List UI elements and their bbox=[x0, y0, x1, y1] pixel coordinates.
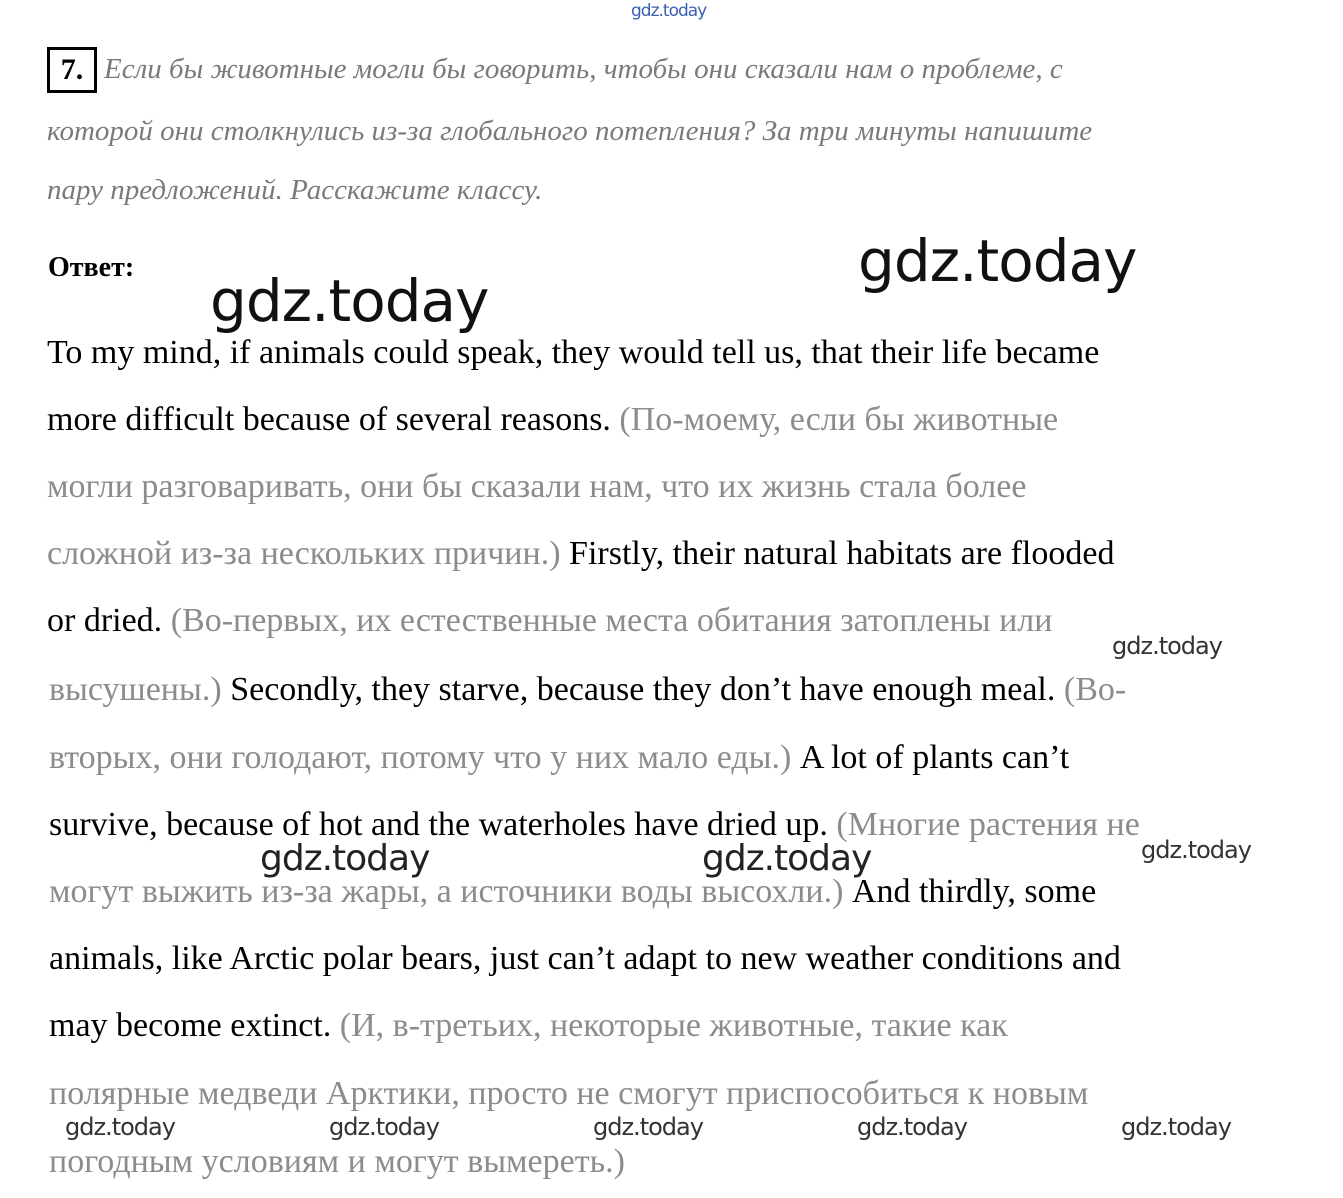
answer-line-1 bbox=[47, 336, 1099, 370]
task-text-line-1: Если бы животные могли бы говорить, чтобы они сказали нам о проблеме, с bbox=[104, 53, 1063, 85]
answer-en-text: more difficult because of several reasons. bbox=[47, 401, 611, 438]
answer-line-13 bbox=[49, 1145, 625, 1179]
answer-line-12 bbox=[49, 1077, 1088, 1111]
answer-en-text: or dried. bbox=[47, 602, 163, 639]
answer-ru-text: (По-моему, если бы животные bbox=[610, 401, 1059, 438]
task-text-line-2: которой они столкнулись из-за глобального потепления? За три минуты напишите bbox=[47, 115, 1093, 147]
answer-ru-text: (Во- bbox=[1055, 671, 1127, 708]
answer-ru-text: могли разговаривать, они бы сказали нам, что их жизнь стала более bbox=[47, 468, 1027, 505]
answer-line-10 bbox=[49, 942, 1121, 976]
answer-en-text: Secondly, they starve, because they don’t have enough meal. bbox=[221, 671, 1056, 708]
watermark-bottom-3: gdz.today bbox=[593, 1113, 703, 1141]
answer-en-text: To my mind, if animals could speak, they would tell us, that their life became bbox=[47, 334, 1100, 371]
watermark-small-right-2: gdz.today bbox=[1141, 836, 1251, 864]
answer-line-8 bbox=[49, 808, 1140, 842]
answer-ru-text: сложной из-за нескольких причин.) bbox=[47, 535, 561, 572]
watermark-small-right-1: gdz.today bbox=[1112, 632, 1222, 660]
answer-ru-text: погодным условиям и могут вымереть.) bbox=[49, 1143, 625, 1180]
answer-line-3 bbox=[47, 470, 1026, 504]
answer-en-text: animals, like Arctic polar bears, just can’t adapt to new weather conditions and bbox=[49, 940, 1121, 977]
answer-en-text: And thirdly, some bbox=[843, 873, 1097, 910]
answer-line-11 bbox=[49, 1009, 1008, 1043]
answer-line-7 bbox=[49, 741, 1069, 775]
answer-line-2 bbox=[47, 403, 1058, 437]
task-number: 7. bbox=[47, 47, 97, 93]
watermark-large-right: gdz.today bbox=[858, 227, 1137, 295]
watermark-bottom-1: gdz.today bbox=[65, 1113, 175, 1141]
answer-ru-text: (Во-первых, их естественные места обитания затоплены или bbox=[162, 602, 1053, 639]
answer-ru-text: полярные медведи Арктики, просто не смогут приспособиться к новым bbox=[49, 1075, 1089, 1112]
answer-ru-text: (И, в-третьих, некоторые животные, такие как bbox=[331, 1007, 1008, 1044]
watermark-mid-1: gdz.today bbox=[260, 838, 430, 879]
answer-en-text: survive, because of hot and the waterholes have dried up. bbox=[49, 806, 828, 843]
answer-line-6 bbox=[49, 673, 1126, 707]
watermark-bottom-2: gdz.today bbox=[329, 1113, 439, 1141]
task-text-line-3: пару предложений. Расскажите классу. bbox=[47, 174, 543, 206]
answer-ru-text: вторых, они голодают, потому что у них мало еды.) bbox=[49, 739, 792, 776]
answer-label: Ответ: bbox=[48, 252, 135, 283]
answer-en-text: may become extinct. bbox=[49, 1007, 332, 1044]
watermark-large-left: gdz.today bbox=[210, 267, 489, 335]
watermark-mid-2: gdz.today bbox=[702, 838, 872, 879]
answer-line-9 bbox=[49, 875, 1096, 909]
watermark-bottom-4: gdz.today bbox=[857, 1113, 967, 1141]
answer-en-text: A lot of plants can’t bbox=[791, 739, 1070, 776]
answer-ru-text: (Многие растения не bbox=[827, 806, 1140, 843]
answer-ru-text: высушены.) bbox=[49, 671, 222, 708]
watermark-bottom-5: gdz.today bbox=[1121, 1113, 1231, 1141]
answer-ru-text: могут выжить из-за жары, а источники воды высохли.) bbox=[49, 873, 844, 910]
answer-line-4 bbox=[47, 537, 1114, 571]
watermark-top: gdz.today bbox=[631, 1, 707, 21]
answer-en-text: Firstly, their natural habitats are flooded bbox=[560, 535, 1115, 572]
answer-line-5 bbox=[47, 604, 1052, 638]
